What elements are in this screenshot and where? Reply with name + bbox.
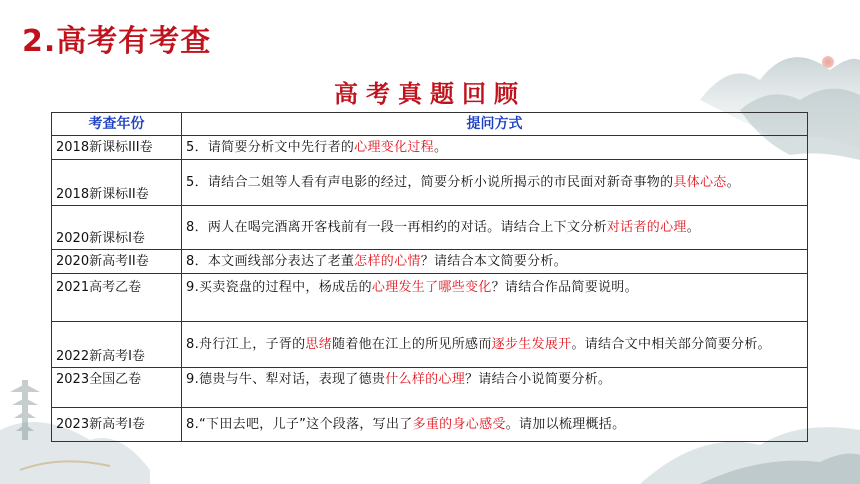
table-row: [52, 160, 808, 206]
question-cell: [182, 160, 808, 206]
highlight-text: 什么样的心理: [385, 372, 466, 387]
highlight-text: 怎样的心情: [354, 253, 421, 269]
year-cell: 2020新课标I卷: [52, 206, 182, 250]
year-cell: 2018新课标II卷: [52, 160, 182, 206]
highlight-text: 心理变化过程: [354, 139, 434, 155]
question-text: 8.舟行江上，子胥的: [186, 336, 306, 352]
question-text: 5．请结合二姐等人看有声电影的经过，简要分析小说所揭示的市民面对新奇事物的: [186, 174, 674, 190]
highlight-text: 多重的身心感受: [412, 416, 506, 432]
question-text: 8．本文画线部分表达了老董: [186, 253, 355, 269]
question-text: 9.买卖瓷盘的过程中，杨成岳的: [186, 280, 372, 295]
highlight-text: 逐步生发展开: [491, 336, 572, 352]
question-text: ？请结合本文简要分析。: [420, 253, 567, 269]
question-text: 9.德贵与牛、犁对话，表现了德贵: [186, 372, 386, 387]
highlight-text: 具体心态: [673, 174, 727, 190]
question-text: 8.“下田去吧，儿子”这个段落，写出了: [186, 416, 413, 432]
table-row: [52, 408, 808, 442]
question-text: 。请结合文中相关部分简要分析。: [571, 336, 771, 352]
table-row: [52, 322, 808, 368]
year-cell: 2020新高考II卷: [52, 250, 182, 274]
question-text: 。请加以梳理概括。: [505, 416, 626, 432]
year-cell: 2023全国乙卷: [52, 368, 182, 408]
question-text: 。: [433, 139, 448, 155]
header-question: 提问方式: [182, 113, 808, 136]
year-cell: 2022新高考I卷: [52, 322, 182, 368]
question-cell: [182, 368, 808, 408]
year-cell: 2023新高考I卷: [52, 408, 182, 442]
table-row: [52, 136, 808, 160]
question-cell: [182, 408, 808, 442]
question-text: 。: [686, 219, 700, 235]
question-cell: [182, 206, 808, 250]
question-cell: [182, 136, 808, 160]
question-cell: [182, 274, 808, 322]
question-text: ？请结合作品简要说明。: [491, 280, 638, 295]
table-row: [52, 206, 808, 250]
question-cell: [182, 322, 808, 368]
red-sun-icon: [822, 56, 834, 68]
slide-title: 高考真题回顾: [334, 79, 526, 108]
question-text: 5．请简要分析文中先行者的: [186, 139, 355, 155]
highlight-text: 思绪: [305, 336, 333, 352]
question-text: 随着他在江上的所见所感而: [332, 336, 492, 352]
question-text: 。: [726, 174, 740, 190]
exam-question-table: [51, 112, 808, 442]
year-cell: 2018新课标III卷: [52, 136, 182, 160]
year-cell: 2021高考乙卷: [52, 274, 182, 322]
question-text: 8．两人在喝完酒离开客栈前有一段一再相约的对话。请结合上下文分析: [186, 219, 607, 235]
table-header-row: [52, 113, 808, 136]
question-cell: [182, 250, 808, 274]
question-text: ？请结合小说简要分析。: [465, 372, 612, 387]
highlight-text: 对话者的心理: [606, 219, 687, 235]
table-row: [52, 250, 808, 274]
table-row: [52, 274, 808, 322]
table-row: [52, 368, 808, 408]
header-year: 考查年份: [52, 113, 182, 136]
page-heading: 2.高考有考查: [22, 24, 212, 59]
highlight-text: 心理发生了哪些变化: [371, 280, 492, 295]
